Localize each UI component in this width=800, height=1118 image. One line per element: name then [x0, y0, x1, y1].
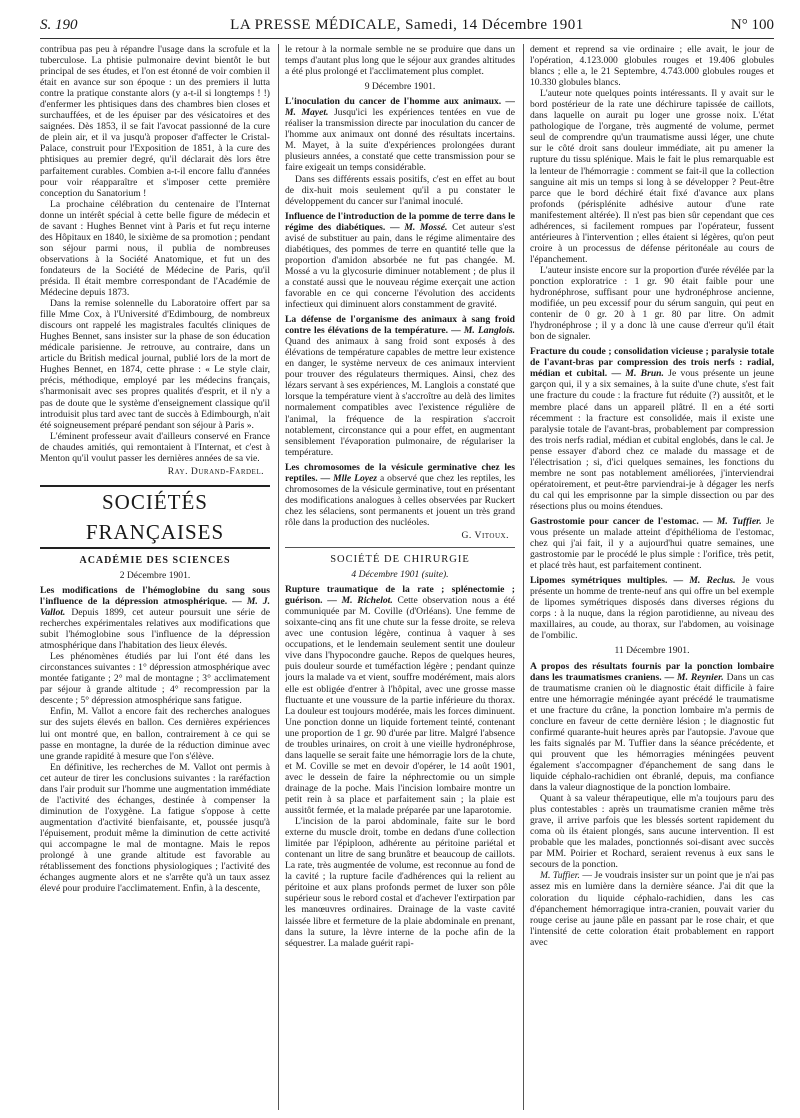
article-title: L'inoculation du cancer de l'homme aux animaux. — M. Mayet. Jusqu'ici les expériences tentées en vue de réaliser la transmission directe par inoculation du cancer de l'homme aux animaux ont donné des résultats incertains. M. Mayet, à la suite d'expériences prolongées durant plusieurs années, a constaté que cette transmission pour se faire exigeait un temps considérable. [285, 96, 515, 174]
journal-title: LA PRESSE MÉDICALE, Samedi, 14 Décembre 1901 [230, 17, 584, 33]
column-1 [40, 44, 270, 1110]
paragraph: Enfin, M. Vallot a encore fait des recherches analogues sur des sujets élevés en ballon. Ces dernières expériences lui ont montré que, en ballon, contrairement à ce qui se passe en montagne, la durée de la réduction diminue avec une grande rapidité à mesure que l'on s'élève. [40, 706, 270, 762]
paragraph: Cette observation nous a été communiquée par M. Coville (d'Orléans). Une femme de soixante-cinq ans fit une chute sur la fesse droite, se releva avec une contusion légère, continua à vaquer à ses occupations, et le lendemain seulement sentit une douleur vive dans l'hypocondre gauche. Repos de quelques heures, puis douleur sourde et tuméfaction légère ; pendant quinze jours la malade va et vient, souffre modérément, mais alors elle est obligée d'entrer à l'hôpital, avec une grosse masse fluctuante et une voussure de la partie inférieure du thorax. La douleur est toujours modérée, mais les forces diminuent. Une ponction donne un liquide fortement teinté, contenant une proportion de 1 gr. 90 d'urée par litre. Malgré l'absence de troubles urinaires, on croit à une vieille hydronéphrose, dans laquelle se serait faite une hémorragie lors de la chute, et M. Coville se met en devoir d'opérer, le 14 août 1901, avec le dessein de faire la néphrectomie ou un simple drainage de la poche. Mais l'incision lombaire montre un petit rein à sa place et parfaitement sain ; la plaie est aussitôt fermée, et la malade préparée par une laparotomie. [285, 595, 515, 817]
issue-number: N° 100 [730, 17, 774, 33]
author: M. Mossé. [404, 221, 448, 233]
section-heading: SOCIÉTÉ DE CHIRURGIE [285, 547, 515, 565]
author: M. Richelot. [341, 595, 393, 607]
paragraph: Je vous présente un jeune garçon qui, il y a six semaines, à la suite d'une chute, s'est fait une fracture du coude : la fracture fut réduite (?) aussitôt, et le membre placé dans un appareil plâtré. Il en a été sorti récemment : la fracture est consolidée, mais il existe une paralysie totale de l'avant-bras, probablement par compression des trois nerfs radial, médian et cubital englobés, dans le cal. Je pense essayer d'abord chez ce malade du massage et de l'électrisation ; si, d'ici quelques semaines, les fonctions du membre ne sont pas notablement améliorées, j'interviendrai opératoirement, et peut-être parviendrai-je à dégager les nerfs du cal qui les emprisonne par la simple dissection ou par des résections plus ou moins étendues. [530, 368, 774, 512]
author: M. Tuffier. [540, 870, 580, 882]
paragraph: a observé que chez les reptiles, les chromosomes de la vésicule germinative, tout en présentant des modifications analogues à celles observées par Ruckert chez les sélaciens, sont permanents et jouent un très grand rôle dans la production des nucléoles. [285, 472, 515, 528]
author: M. Mayet. [285, 107, 329, 119]
author: M. Reynier. [677, 671, 724, 683]
signature: G. Vitoux. [461, 529, 509, 541]
paragraph: Je vous présente un malade atteint d'épithélioma de l'estomac, chez qui j'ai fait, il y a aujourd'hui quatre semaines, une gastrostomie par le procédé le plus simple : l'orifice, très petit, et placé très haut, est parfaitement continent. [530, 515, 774, 572]
author: Mlle Loyez [333, 472, 378, 484]
section-heading: ACADÉMIE DES SCIENCES [79, 554, 231, 566]
paragraph: le retour à la normale semble ne se produire que dans un temps d'autant plus long que le séjour aux grandes altitudes a été plus prolongé et l'acclimatement plus complet. [285, 44, 515, 78]
paragraph: Quand des animaux à sang froid sont exposés à des élévations de température capables de mettre leur existence en danger, le système nerveux de ces animaux intervient pour trouver des régulateurs thermiques. Ainsi, chez des lézars servant à ses expériences, M. Langlois a constaté que lorsque la température vient à s'accroître au delà des limites normalement compatibles avec l'existence régulière de l'animal, la fréquence de la respiration s'accroit notablement, circonstance qui a pour effet, en augmentant sensiblement l'évaporation pulmonaire, de régulariser la température. [285, 336, 515, 458]
column-divider [278, 44, 279, 1110]
paragraph: Quant à sa valeur thérapeutique, elle m'a toujours paru des plus contestables : après un traumatisme cranien même très grave, il arrive parfois que les blessés sortent rapidement du coma où ils étaient plongés, sans aucune intervention. Il est probable que les malades, ponctionnés soi-disant avec succès par MM. Poirier et Rochard, seraient revenus à eux sans le secours de la ponction. [530, 793, 774, 871]
session-date: 9 Décembre 1901. [364, 81, 436, 93]
paragraph: En définitive, les recherches de M. Vallot ont permis à cet auteur de tirer les conclusions suivantes : la raréfaction dans l'air produit sur l'homme une augmentation immédiate de l'activité des échanges, destinée à compenser la diminution de l'oxygène. La fatigue s'oppose à cette augmentation d'activité bienfaisante, et, poussée jusqu'à l'épuisement, produit même la diminution de cette activité qui accompagne le mal de montagne. Mais le repos prolongé à une grande altitude est favorable au rétablissement des fonctions physiologiques ; l'activité des échanges augmente alors et ne s'arrête qu'à un taux assez élevé pour produire l'acclimatement. Enfin, à la descente, [40, 761, 270, 895]
paragraph: Dans un cas de traumatisme cranien où le diagnostic était difficile à faire entre une hémorragie méningée ayant précédé le traumatisme et une fracture du crâne, la ponction lombaire m'a permis de conclure en faveur de cette dernière lésion ; le diagnostic fut confirmé quarante-huit heures après par l'autopsie. J'avoue que les faits signalés par M. Tuffier dans la séance précédente, et qui prouvent que les hémorragies méningées peuvent également s'accompagner d'épanchement de sang dans le liquide céphalo-rachidien ont ébranlé, depuis, ma confiance dans la valeur diagnostique de la ponction lombaire. [530, 671, 774, 794]
column-3 [530, 44, 774, 1110]
paragraph: Dans ses différents essais positifs, c'est en effet au bout de dix-huit mois seulement qu'il a pu constater le développement du cancer sur l'animal inoculé. [285, 173, 515, 207]
article-title: Fracture du coude ; consolidation vicieuse ; paralysie totale de l'avant-bras par compression des trois nerfs : radial, médian et cubital. — M. Brun. Je vous présente un jeune garçon qui, il y a six semaines, à la suite d'une chute, s'est fait une fracture du coude : la fracture fut réduite (?) aussitôt, et le membre placé dans un appareil plâtré. Il en a été sorti récemment : la fracture est consolidée, mais il existe une paralysie totale de l'avant-bras, probablement par compression des trois nerfs radial, médian et cubital englobés, dans le cal. Je pense essayer d'abord chez ce malade du massage et de l'électrisation ; si, d'ici quelques semaines, les fonctions du membre ne sont pas notablement améliorées, j'interviendrai opératoirement, et peut-être parviendrai-je à dégager les nerfs du cal qui les emprisonne par la simple dissection ou par des résections plus ou moins étendues. [530, 346, 774, 512]
paragraph: La prochaine célébration du centenaire de l'Internat donne un intérêt spécial à cette belle figure de médecin et de savant : Hughes Bennet vint à Paris et fut reçu interne des Hôpitaux en 1840, le sixième de sa promotion ; pendant son séjour parmi nous, il publia de nombreuses observations à la Société Anatomique, et fut un des fondateurs de la Société de Médecine de Paris, qu'il présida. Il était membre correspondant de l'Académie de Médecine depuis 1873. [40, 198, 270, 299]
paragraph: M. Tuffier. — Je voudrais insister sur un point que je n'ai pas assez mis en lumière dans la dernière séance. J'ai dit que la coloration du liquide céphalo-rachidien, dans les cas d'épanchement hémorragique intra-cranien, pouvait varier du rouge cerise au jaune pâle en passant par le rose chair, et que l'intensité de cette coloration était probablement en rapport avec [530, 870, 774, 948]
paragraph: L'auteur insiste encore sur la proportion d'urée révélée par la ponction exploratrice : 1 gr. 90 était faible pour une hydronéphrose, suffisant pour une hydronéphrose ancienne, modifiée, un peu excessif pour du sérum sanguin, qui peut en contenir de 0 gr. 20 à 1 gr. 80 par litre. On admit l'hydronéphrose ; il y a donc là une cause d'erreur qu'il était bon de signaler. [530, 264, 774, 343]
paragraph: contribua pas peu à répandre l'usage dans la scrofule et la tuberculose. La phtisie pulmonaire devint bientôt le but principal de ses études, et l'on est étonné de voir combien il était en avance sur son époque : un des premiers il lutta contre la pratique constante alors (y a-t-il si longtemps ! !) d'enfermer les phtisiques dans des chambres bien closes et surchauffées, et de les épuiser par des vésicatoires et des saignées. Dès 1853, il se fait l'avocat passionné de la cure de plein air, et il va jusqu'à proposer d'affecter le Cristal-Palace, construit pour l'Exposition de 1851, à la cure des phtisiques au premier degré, qu'il déclarait dès lors être parfaitement curables. Combien a-t-il encore fallu d'années pour voir réapparaître et s'imposer cette première conception du Sanatorium ! [40, 44, 270, 199]
author: M. J. Vallot. [40, 595, 270, 619]
page-number: S. 190 [40, 17, 78, 33]
paragraph: Dans la remise solennelle du Laboratoire offert par sa fille Mme Cox, à l'Université d'Edimbourg, de nombreux discours ont rappelé les magistrales facultés cliniques de Hughes Bennet, sans insister sur la phase de son éducation médicale parisienne. Je retrouve, au contraire, dans un article du British medical journal, publié lors de la mort de Hughes Bennet, en 1874, cette phrase : « Le style clair, précis, méthodique, employé par les médecins français, s'harmonisait avec ses propres qualités d'esprit, et il n'y a pas de doute que le système d'enseignement classique qu'il introduisit plus tard avec tant de succès à Edimbourgh, n'ait été soigneusement préparé pendant son séjour à Paris ». [40, 298, 270, 431]
article-title: Gastrostomie pour cancer de l'estomac. — M. Tuffier. Je vous présente un malade atteint d'épithélioma de l'estomac, chez qui j'ai fait, il y a aujourd'hui quatre semaines, une gastrostomie par le procédé le plus simple : l'orifice, très petit, et placé très haut, est parfaitement continent. [530, 515, 774, 572]
article-title: Rupture traumatique de la rate ; splénectomie ; guérison. — M. Richelot. Cette observation nous a été communiquée par M. Coville (d'Orléans). Une femme de soixante-cinq ans fit une chute sur la fesse droite, se releva avec une contusion légère, continua à vaquer à ses occupations, et le lendemain seulement sentit une douleur vive dans l'hypocondre gauche. Repos de quelques heures, puis douleur sourde et tuméfaction légère ; pendant quinze jours la malade va et vient, souffre modérément, mais alors elle est obligée d'entrer à l'hôpital, avec une grosse masse fluctuante et une voussure de la partie inférieure du thorax. La douleur est toujours modérée, mais les forces diminuent. Une ponction donne un liquide fortement teinté, contenant une proportion de 1 gr. 90 d'urée par litre. Malgré l'absence de troubles urinaires, on croit à une vieille hydronéphrose, dans laquelle se serait faite une hémorragie lors de la chute, et M. Coville se met en devoir d'opérer, le 14 août 1901, avec le dessein de faire la néphrectomie ou un simple drainage de la poche. Mais l'incision lombaire montre un petit rein à sa place et parfaitement sain ; la plaie est aussitôt fermée, et la malade préparée par une laparotomie. [285, 584, 515, 817]
columns [40, 44, 774, 1110]
article-title: La défense de l'organisme des animaux à sang froid contre les élévations de la température. — M. Langlois. Quand des animaux à sang froid sont exposés à des élévations de température capables de mettre leur existence en danger, le système nerveux de ces animaux intervient pour trouver des régulateurs thermiques. Ainsi, chez des lézars servant à ses expériences, M. Langlois a constaté que lorsque la température vient à s'accroître au delà des limites normalement compatibles avec l'existence régulière de l'animal, la fréquence de la respiration s'accroit notablement, circonstance qui a pour effet, en augmentant sensiblement l'évaporation pulmonaire, de régulariser la température. [285, 314, 515, 458]
column-2 [285, 44, 515, 1110]
session-date: 11 Décembre 1901. [614, 645, 690, 657]
paragraph: Cet auteur s'est avisé de substituer au pain, dans le régime alimentaire des diabétiques, des pommes de terre en quantité telle que la proportion d'amidon absorbée ne fut pas changée. M. Mossé a vu la glycosurie diminuer notablement ; de plus il a constaté aussi que le nouveau régime exerçait une action favorable en ce qui concerne l'évolution des accidents infectieux qui diminuent alors constamment de gravité. [285, 221, 515, 311]
paragraph: L'incision de la paroi abdominale, faite sur le bord externe du muscle droit, tombe en dedans d'une collection limitée par l'épiploon, adhérente au péritoine pariétal et contenant un litre de sang brunâtre et beaucoup de caillots. La rate, très augmentée de volume, est reconnue au fond de la cavité ; la rupture facile d'adhérences qui la relient au péritoine et aux plans profonds permet de luxer son pôle supérieur sous le rebord costal et d'achever l'extirpation par les manœuvres ordinaires. Drainage de la vaste cavité laissée libre et fermeture de la plaie abdominale en prenant, dans la suture, la lèvre interne de la poche afin de la séquestrer. La malade guérit rapi- [285, 816, 515, 949]
paragraph: Les phénomènes étudiés par lui l'ont été dans les circonstances suivantes : 1° dépression atmosphérique avec montée fatigante ; 2° mal de montagne ; 3° acclimatement par séjour à grande altitude ; 4° recompression par la descente ; 5° dépression atmosphérique sans fatigue. [40, 651, 270, 707]
session-date: 4 Décembre 1901 (suite). [351, 569, 449, 581]
article-title: Les modifications de l'hémoglobine du sang sous l'influence de la dépression atmosphérique. — M. J. Vallot. Depuis 1899, cet auteur poursuit une série de recherches expérimentales relatives aux modifications que subit l'hémoglobine sous l'influence de la dépression atmosphérique dans l'habitation des lieux élevés. [40, 584, 270, 652]
paragraph: L'auteur note quelques points intéressants. Il y avait sur le bord postérieur de la rate une déchirure tapissée de caillots, dans laquelle on aurait pu loger une grosse noix. L'état pathologique de l'organe, très augmenté de volume, permet seul de comprendre qu'un traumatisme aussi léger, une chute sur le côté droit sans douleur immédiate, ait pu amener la rupture du tissu splénique. Mais le fait le plus remarquable est la lenteur de l'hémorragie : comment se fait-il que la collection sanguine ait mis un temps si long à se développer ? Peut-être parce que le bord déchiré était fixé d'avance aux plans profonds (périsplénite adhésive autour d'une rate manifestement altérée). Il n'est pas bien sûr cependant que ces adhérences, si facilement rompues par l'opérateur, fussent antérieures à l'intervention ; elles étaient si légères, qu'on peut croire à un processus de défense péritonéale au cours de l'épanchement. [530, 88, 774, 265]
signature: Ray. Durand-Fardel. [167, 465, 264, 477]
page-header [40, 12, 774, 39]
paragraph: dement et reprend sa vie ordinaire ; elle avait, le jour de l'opération, 4.123.000 globules rouges et 19.406 globules blancs ; elle a, le 21 Septembre, 4.743.000 globules rouges et 10.330 globules blancs. [530, 44, 774, 89]
paragraph: Depuis 1899, cet auteur poursuit une série de recherches expérimentales relatives aux modifications que subit l'hémoglobine sous l'influence de la dépression atmosphérique dans l'habitation des lieux élevés. [40, 607, 270, 652]
article-title: Les chromosomes de la vésicule germinative chez les reptiles. — Mlle Loyez a observé que chez les reptiles, les chromosomes de la vésicule germinative, tout en présentant des modifications analogues à celles observées par Ruckert chez les sélaciens, sont permanents et jouent un très grand rôle dans la production des nucléoles. [285, 461, 515, 528]
section-banner: SOCIÉTÉS FRANÇAISES [40, 485, 270, 549]
author: M. Langlois. [463, 325, 515, 337]
author: M. Reclus. [689, 575, 736, 587]
column-divider [523, 44, 524, 1110]
article-title: A propos des résultats fournis par la ponction lombaire dans les traumatismes craniens. — M. Reynier. Dans un cas de traumatisme cranien où le diagnostic était difficile à faire entre une hémorragie méningée ayant précédé le traumatisme et une fracture du crâne, la ponction lombaire m'a permis de conclure en faveur de cette dernière lésion ; le diagnostic fut confirmé quarante-huit heures après par l'autopsie. J'avoue que les faits signalés par M. Tuffier dans la séance précédente, et qui prouvent que les hémorragies méningées peuvent également s'accompagner d'épanchement de sang dans le liquide céphalo-rachidien ont ébranlé, depuis, ma confiance dans la valeur diagnostique de la ponction lombaire. [530, 660, 774, 794]
paragraph: L'éminent professeur avait d'ailleurs conservé en France de chaudes amitiés, qui remontaient à l'Internat, et c'est à Menton qu'il voulut passer les dernières années de sa vie. [40, 430, 270, 464]
session-date: 2 Décembre 1901. [119, 569, 191, 581]
author: M. Tuffier. [716, 515, 762, 527]
paragraph: Je vous présente un homme de trente-neuf ans qui offre un bel exemple de lipomes symétriques disposés dans diverses régions du corps : à la nuque, dans la région parotidienne, au niveau des maxillaires, au coude, au thorax, sur l'abdomen, au voisinage de l'ombilic. [530, 575, 774, 642]
article-title: Influence de l'introduction de la pomme de terre dans le régime des diabétiques. — M. Mossé. Cet auteur s'est avisé de substituer au pain, dans le régime alimentaire des diabétiques, des pommes de terre en quantité telle que la proportion d'amidon absorbée ne fut pas changée. M. Mossé a vu la glycosurie diminuer notablement ; de plus il a constaté aussi que le nouveau régime exerçait une action favorable en ce qui concerne l'évolution des accidents infectieux qui diminuent alors constamment de gravité. [285, 210, 515, 311]
author: M. Brun. [625, 368, 664, 380]
article-title: Lipomes symétriques multiples. — M. Reclus. Je vous présente un homme de trente-neuf ans qui offre un bel exemple de lipomes symétriques disposés dans diverses régions du corps : à la nuque, dans la région parotidienne, au niveau des maxillaires, au coude, au thorax, sur l'abdomen, au voisinage de l'ombilic. [530, 575, 774, 642]
paragraph: Jusqu'ici les expériences tentées en vue de réaliser la transmission directe par inoculation du cancer de l'homme aux animaux ont donné des résultats incertains. M. Mayet, à la suite d'expériences prolongées durant plusieurs années, a constaté que cette transmission pour se faire exigeait un temps considérable. [285, 107, 515, 174]
